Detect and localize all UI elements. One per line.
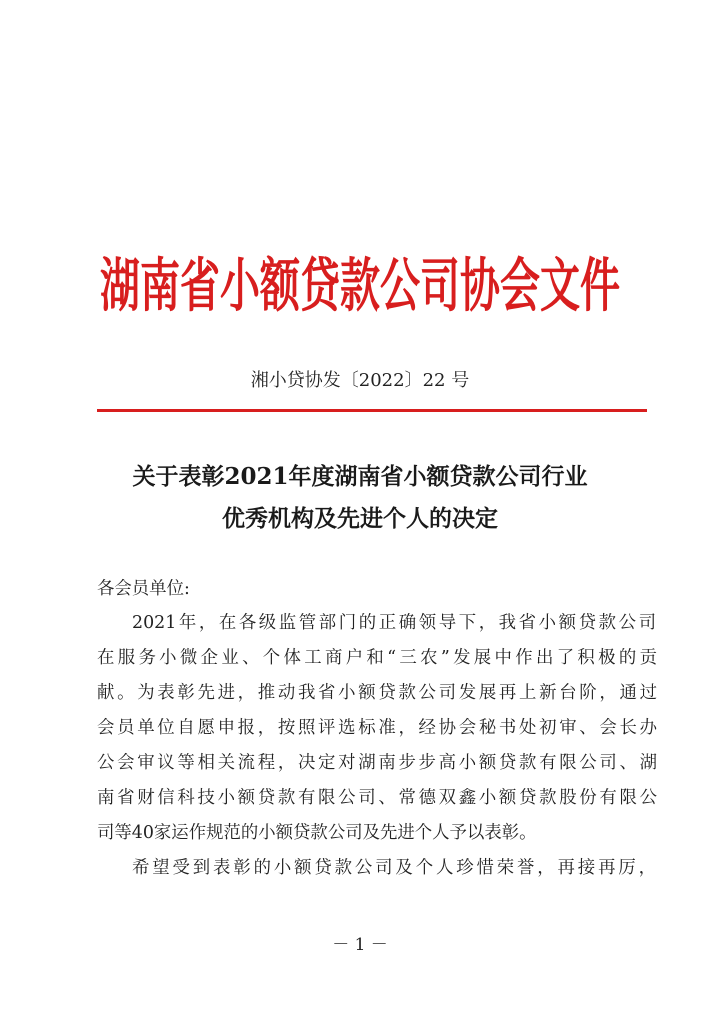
body-line-8: 希望受到表彰的小额贷款公司及个人珍惜荣誉，再接再厉， (132, 858, 656, 878)
document-number: 湘小贷协发〔2022〕22 号 (250, 370, 470, 391)
body-line-6: 南省财信科技小额贷款有限公司、常德双鑫小额贷款股份有限公 (97, 788, 657, 808)
body-line-1: 2021年，在各级监管部门的正确领导下，我省小额贷款公司 (132, 613, 656, 633)
issuer-masthead: 湖南省小额贷款公司协会文件 (100, 253, 620, 320)
body-line-5: 公会审议等相关流程，决定对湖南步步高小额贷款有限公司、湖 (97, 753, 657, 773)
page-number: － 1 － (332, 935, 388, 955)
body-line-7: 司等40家运作规范的小额贷款公司及先进个人予以表彰。 (97, 823, 537, 843)
body-line-4: 会员单位自愿申报，按照评选标准，经协会秘书处初审、会长办 (97, 718, 657, 738)
body-line-2: 在服务小微企业、个体工商户和“三农”发展中作出了积极的贡 (97, 648, 657, 668)
document-title-line-2: 优秀机构及先进个人的决定 (222, 505, 498, 532)
document-title-line-1: 关于表彰2021年度湖南省小额贷款公司行业 (132, 463, 588, 490)
body-line-3: 献。为表彰先进，推动我省小额贷款公司发展再上新台阶，通过 (97, 683, 657, 703)
salutation: 各会员单位: (97, 579, 190, 599)
red-divider-line (97, 409, 647, 412)
